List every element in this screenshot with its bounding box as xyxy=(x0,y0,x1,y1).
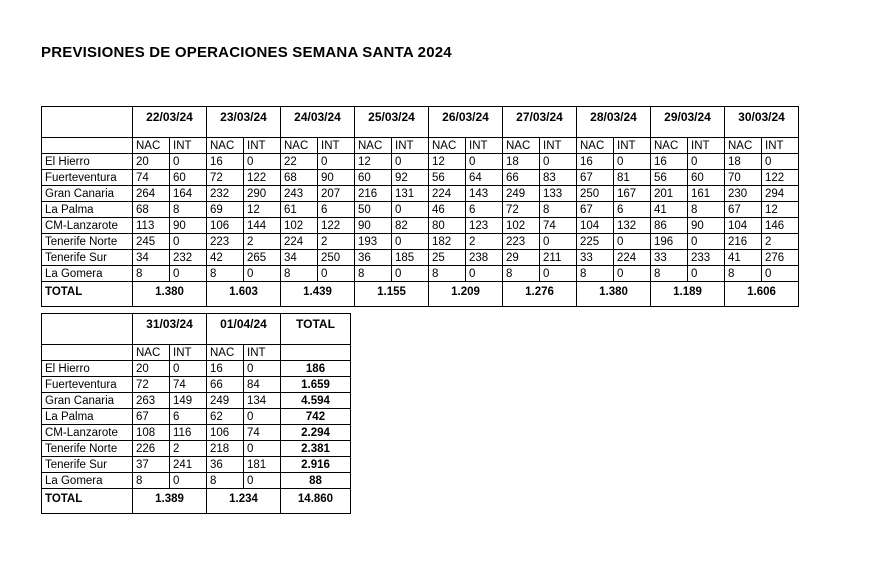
value-cell: 68 xyxy=(281,170,318,186)
total-column-header: TOTAL xyxy=(281,314,351,345)
value-cell: 116 xyxy=(170,425,207,441)
operations-table-continuation xyxy=(41,313,351,514)
traffic-type-header: INT xyxy=(170,345,207,361)
airport-row xyxy=(42,202,799,218)
traffic-type-header: INT xyxy=(392,138,429,154)
value-cell: 223 xyxy=(207,234,244,250)
value-cell: 102 xyxy=(281,218,318,234)
value-cell: 0 xyxy=(392,154,429,170)
value-cell: 104 xyxy=(577,218,614,234)
date-header: 30/03/24 xyxy=(725,107,799,138)
airport-total-cell: 742 xyxy=(281,409,351,425)
airport-label: Gran Canaria xyxy=(42,393,133,409)
value-cell: 232 xyxy=(170,250,207,266)
value-cell: 241 xyxy=(170,457,207,473)
value-cell: 90 xyxy=(688,218,725,234)
value-cell: 12 xyxy=(244,202,281,218)
value-cell: 8 xyxy=(577,266,614,282)
value-cell: 294 xyxy=(762,186,799,202)
value-cell: 25 xyxy=(429,250,466,266)
value-cell: 90 xyxy=(355,218,392,234)
value-cell: 6 xyxy=(170,409,207,425)
value-cell: 68 xyxy=(133,202,170,218)
date-header-row xyxy=(42,107,799,138)
value-cell: 8 xyxy=(170,202,207,218)
value-cell: 104 xyxy=(725,218,762,234)
value-cell: 82 xyxy=(392,218,429,234)
value-cell: 33 xyxy=(577,250,614,266)
table2-header xyxy=(42,314,351,361)
value-cell: 249 xyxy=(207,393,244,409)
airport-total-cell: 2.294 xyxy=(281,425,351,441)
value-cell: 250 xyxy=(318,250,355,266)
airport-row xyxy=(42,250,799,266)
value-cell: 161 xyxy=(688,186,725,202)
value-cell: 56 xyxy=(429,170,466,186)
value-cell: 12 xyxy=(355,154,392,170)
value-cell: 0 xyxy=(688,266,725,282)
value-cell: 218 xyxy=(207,441,244,457)
value-cell: 0 xyxy=(244,266,281,282)
value-cell: 193 xyxy=(355,234,392,250)
airport-label: Tenerife Norte xyxy=(42,441,133,457)
value-cell: 50 xyxy=(355,202,392,218)
table1-body xyxy=(42,154,799,307)
value-cell: 42 xyxy=(207,250,244,266)
airport-label: La Gomera xyxy=(42,473,133,489)
value-cell: 207 xyxy=(318,186,355,202)
value-cell: 0 xyxy=(244,154,281,170)
value-cell: 265 xyxy=(244,250,281,266)
value-cell: 232 xyxy=(207,186,244,202)
value-cell: 29 xyxy=(503,250,540,266)
value-cell: 2 xyxy=(762,234,799,250)
airport-label: Fuerteventura xyxy=(42,170,133,186)
date-header: 22/03/24 xyxy=(133,107,207,138)
value-cell: 185 xyxy=(392,250,429,266)
value-cell: 41 xyxy=(725,250,762,266)
value-cell: 0 xyxy=(762,266,799,282)
value-cell: 83 xyxy=(540,170,577,186)
value-cell: 16 xyxy=(577,154,614,170)
value-cell: 224 xyxy=(281,234,318,250)
daily-total-cell: 1.155 xyxy=(355,282,429,307)
daily-total-cell: 1.189 xyxy=(651,282,725,307)
value-cell: 131 xyxy=(392,186,429,202)
traffic-type-header: INT xyxy=(688,138,725,154)
value-cell: 16 xyxy=(207,154,244,170)
value-cell: 0 xyxy=(688,154,725,170)
value-cell: 8 xyxy=(688,202,725,218)
airport-total-cell: 88 xyxy=(281,473,351,489)
value-cell: 20 xyxy=(133,154,170,170)
airport-label: La Palma xyxy=(42,409,133,425)
airport-label: Tenerife Sur xyxy=(42,457,133,473)
value-cell: 0 xyxy=(170,361,207,377)
traffic-type-header: NAC xyxy=(503,138,540,154)
airport-total-cell: 2.381 xyxy=(281,441,351,457)
value-cell: 181 xyxy=(244,457,281,473)
value-cell: 12 xyxy=(429,154,466,170)
daily-total-cell: 1.209 xyxy=(429,282,503,307)
value-cell: 8 xyxy=(281,266,318,282)
value-cell: 8 xyxy=(540,202,577,218)
value-cell: 22 xyxy=(281,154,318,170)
value-cell: 41 xyxy=(651,202,688,218)
value-cell: 60 xyxy=(688,170,725,186)
value-cell: 196 xyxy=(651,234,688,250)
traffic-type-header: INT xyxy=(540,138,577,154)
corner-cell xyxy=(42,107,133,138)
value-cell: 0 xyxy=(614,154,651,170)
airport-total-cell: 2.916 xyxy=(281,457,351,473)
value-cell: 18 xyxy=(725,154,762,170)
corner-cell xyxy=(42,345,133,361)
value-cell: 74 xyxy=(133,170,170,186)
value-cell: 0 xyxy=(318,154,355,170)
value-cell: 264 xyxy=(133,186,170,202)
daily-total-cell: 1.380 xyxy=(133,282,207,307)
traffic-type-header-row xyxy=(42,138,799,154)
value-cell: 263 xyxy=(133,393,170,409)
value-cell: 37 xyxy=(133,457,170,473)
value-cell: 108 xyxy=(133,425,170,441)
value-cell: 113 xyxy=(133,218,170,234)
total-row xyxy=(42,282,799,307)
traffic-type-header: NAC xyxy=(133,138,170,154)
traffic-type-header: NAC xyxy=(725,138,762,154)
value-cell: 0 xyxy=(170,473,207,489)
total-row-label: TOTAL xyxy=(42,489,133,514)
table1-header xyxy=(42,107,799,154)
value-cell: 8 xyxy=(651,266,688,282)
corner-cell xyxy=(42,138,133,154)
value-cell: 56 xyxy=(651,170,688,186)
airport-total-cell: 1.659 xyxy=(281,377,351,393)
value-cell: 134 xyxy=(244,393,281,409)
value-cell: 74 xyxy=(244,425,281,441)
value-cell: 167 xyxy=(614,186,651,202)
daily-total-cell: 1.380 xyxy=(577,282,651,307)
value-cell: 245 xyxy=(133,234,170,250)
value-cell: 6 xyxy=(466,202,503,218)
value-cell: 72 xyxy=(207,170,244,186)
value-cell: 0 xyxy=(466,266,503,282)
value-cell: 164 xyxy=(170,186,207,202)
daily-total-cell: 1.389 xyxy=(133,489,207,514)
airport-row xyxy=(42,441,351,457)
date-header: 23/03/24 xyxy=(207,107,281,138)
daily-total-cell: 1.276 xyxy=(503,282,577,307)
value-cell: 69 xyxy=(207,202,244,218)
total-row-label: TOTAL xyxy=(42,282,133,307)
total-column-subheader xyxy=(281,345,351,361)
value-cell: 33 xyxy=(651,250,688,266)
value-cell: 0 xyxy=(614,234,651,250)
value-cell: 81 xyxy=(614,170,651,186)
grand-total-cell: 14.860 xyxy=(281,489,351,514)
daily-total-cell: 1.603 xyxy=(207,282,281,307)
value-cell: 46 xyxy=(429,202,466,218)
date-header: 27/03/24 xyxy=(503,107,577,138)
value-cell: 0 xyxy=(688,234,725,250)
date-header: 25/03/24 xyxy=(355,107,429,138)
date-header: 29/03/24 xyxy=(651,107,725,138)
value-cell: 106 xyxy=(207,425,244,441)
value-cell: 80 xyxy=(429,218,466,234)
traffic-type-header: INT xyxy=(244,345,281,361)
value-cell: 67 xyxy=(577,202,614,218)
date-header: 26/03/24 xyxy=(429,107,503,138)
airport-row xyxy=(42,361,351,377)
value-cell: 34 xyxy=(133,250,170,266)
value-cell: 61 xyxy=(281,202,318,218)
table2-body xyxy=(42,361,351,514)
value-cell: 201 xyxy=(651,186,688,202)
value-cell: 16 xyxy=(651,154,688,170)
airport-row xyxy=(42,457,351,473)
value-cell: 132 xyxy=(614,218,651,234)
airport-row xyxy=(42,218,799,234)
value-cell: 2 xyxy=(170,441,207,457)
value-cell: 34 xyxy=(281,250,318,266)
value-cell: 122 xyxy=(244,170,281,186)
value-cell: 216 xyxy=(725,234,762,250)
value-cell: 67 xyxy=(133,409,170,425)
value-cell: 74 xyxy=(170,377,207,393)
value-cell: 62 xyxy=(207,409,244,425)
date-header: 24/03/24 xyxy=(281,107,355,138)
traffic-type-header: NAC xyxy=(429,138,466,154)
value-cell: 60 xyxy=(170,170,207,186)
value-cell: 249 xyxy=(503,186,540,202)
airport-label: La Palma xyxy=(42,202,133,218)
traffic-type-header: INT xyxy=(762,138,799,154)
airport-row xyxy=(42,170,799,186)
value-cell: 226 xyxy=(133,441,170,457)
airport-label: La Gomera xyxy=(42,266,133,282)
value-cell: 36 xyxy=(355,250,392,266)
traffic-type-header: INT xyxy=(614,138,651,154)
value-cell: 223 xyxy=(503,234,540,250)
traffic-type-header: INT xyxy=(466,138,503,154)
value-cell: 12 xyxy=(762,202,799,218)
operations-table-main xyxy=(41,106,799,307)
airport-row xyxy=(42,234,799,250)
value-cell: 0 xyxy=(244,409,281,425)
airport-row xyxy=(42,186,799,202)
value-cell: 276 xyxy=(762,250,799,266)
value-cell: 0 xyxy=(540,154,577,170)
value-cell: 74 xyxy=(540,218,577,234)
value-cell: 133 xyxy=(540,186,577,202)
value-cell: 146 xyxy=(762,218,799,234)
value-cell: 84 xyxy=(244,377,281,393)
corner-cell xyxy=(42,314,133,345)
value-cell: 90 xyxy=(318,170,355,186)
value-cell: 290 xyxy=(244,186,281,202)
value-cell: 90 xyxy=(170,218,207,234)
value-cell: 216 xyxy=(355,186,392,202)
value-cell: 16 xyxy=(207,361,244,377)
value-cell: 0 xyxy=(170,234,207,250)
value-cell: 211 xyxy=(540,250,577,266)
traffic-type-header: NAC xyxy=(577,138,614,154)
airport-label: Gran Canaria xyxy=(42,186,133,202)
value-cell: 102 xyxy=(503,218,540,234)
value-cell: 0 xyxy=(170,266,207,282)
value-cell: 0 xyxy=(318,266,355,282)
value-cell: 0 xyxy=(170,154,207,170)
airport-total-cell: 4.594 xyxy=(281,393,351,409)
daily-total-cell: 1.439 xyxy=(281,282,355,307)
value-cell: 60 xyxy=(355,170,392,186)
daily-total-cell: 1.234 xyxy=(207,489,281,514)
date-header: 01/04/24 xyxy=(207,314,281,345)
value-cell: 0 xyxy=(244,441,281,457)
traffic-type-header: INT xyxy=(244,138,281,154)
value-cell: 230 xyxy=(725,186,762,202)
value-cell: 0 xyxy=(466,154,503,170)
traffic-type-header: NAC xyxy=(355,138,392,154)
value-cell: 8 xyxy=(133,266,170,282)
value-cell: 36 xyxy=(207,457,244,473)
airport-label: Tenerife Norte xyxy=(42,234,133,250)
traffic-type-header: NAC xyxy=(207,138,244,154)
value-cell: 0 xyxy=(244,361,281,377)
value-cell: 67 xyxy=(725,202,762,218)
airport-label: El Hierro xyxy=(42,154,133,170)
traffic-type-header-row xyxy=(42,345,351,361)
airport-label: El Hierro xyxy=(42,361,133,377)
airport-label: CM-Lanzarote xyxy=(42,425,133,441)
airport-row xyxy=(42,473,351,489)
airport-row xyxy=(42,393,351,409)
value-cell: 123 xyxy=(466,218,503,234)
value-cell: 149 xyxy=(170,393,207,409)
value-cell: 8 xyxy=(133,473,170,489)
value-cell: 86 xyxy=(651,218,688,234)
value-cell: 250 xyxy=(577,186,614,202)
page-title: PREVISIONES DE OPERACIONES SEMANA SANTA 2024 xyxy=(41,44,452,61)
value-cell: 8 xyxy=(207,266,244,282)
value-cell: 0 xyxy=(614,266,651,282)
value-cell: 182 xyxy=(429,234,466,250)
value-cell: 0 xyxy=(392,266,429,282)
value-cell: 224 xyxy=(614,250,651,266)
airport-row xyxy=(42,266,799,282)
date-header-row xyxy=(42,314,351,345)
value-cell: 243 xyxy=(281,186,318,202)
value-cell: 70 xyxy=(725,170,762,186)
airport-label: Fuerteventura xyxy=(42,377,133,393)
value-cell: 8 xyxy=(355,266,392,282)
traffic-type-header: INT xyxy=(170,138,207,154)
value-cell: 72 xyxy=(133,377,170,393)
value-cell: 0 xyxy=(762,154,799,170)
airport-row xyxy=(42,425,351,441)
airport-row xyxy=(42,409,351,425)
value-cell: 2 xyxy=(318,234,355,250)
daily-total-cell: 1.606 xyxy=(725,282,799,307)
value-cell: 224 xyxy=(429,186,466,202)
value-cell: 143 xyxy=(466,186,503,202)
traffic-type-header: NAC xyxy=(207,345,244,361)
value-cell: 225 xyxy=(577,234,614,250)
value-cell: 92 xyxy=(392,170,429,186)
value-cell: 18 xyxy=(503,154,540,170)
value-cell: 8 xyxy=(503,266,540,282)
value-cell: 67 xyxy=(577,170,614,186)
value-cell: 8 xyxy=(429,266,466,282)
value-cell: 0 xyxy=(392,234,429,250)
airport-label: Tenerife Sur xyxy=(42,250,133,266)
traffic-type-header: NAC xyxy=(133,345,170,361)
value-cell: 0 xyxy=(392,202,429,218)
traffic-type-header: NAC xyxy=(651,138,688,154)
value-cell: 66 xyxy=(207,377,244,393)
value-cell: 2 xyxy=(466,234,503,250)
value-cell: 238 xyxy=(466,250,503,266)
value-cell: 6 xyxy=(614,202,651,218)
value-cell: 0 xyxy=(540,266,577,282)
traffic-type-header: INT xyxy=(318,138,355,154)
value-cell: 64 xyxy=(466,170,503,186)
value-cell: 233 xyxy=(688,250,725,266)
value-cell: 66 xyxy=(503,170,540,186)
traffic-type-header: NAC xyxy=(281,138,318,154)
airport-label: CM-Lanzarote xyxy=(42,218,133,234)
value-cell: 122 xyxy=(318,218,355,234)
value-cell: 20 xyxy=(133,361,170,377)
value-cell: 2 xyxy=(244,234,281,250)
value-cell: 8 xyxy=(207,473,244,489)
value-cell: 0 xyxy=(244,473,281,489)
total-row xyxy=(42,489,351,514)
airport-total-cell: 186 xyxy=(281,361,351,377)
date-header: 31/03/24 xyxy=(133,314,207,345)
airport-row xyxy=(42,154,799,170)
airport-row xyxy=(42,377,351,393)
date-header: 28/03/24 xyxy=(577,107,651,138)
value-cell: 122 xyxy=(762,170,799,186)
value-cell: 144 xyxy=(244,218,281,234)
value-cell: 106 xyxy=(207,218,244,234)
value-cell: 0 xyxy=(540,234,577,250)
value-cell: 72 xyxy=(503,202,540,218)
value-cell: 8 xyxy=(725,266,762,282)
value-cell: 6 xyxy=(318,202,355,218)
